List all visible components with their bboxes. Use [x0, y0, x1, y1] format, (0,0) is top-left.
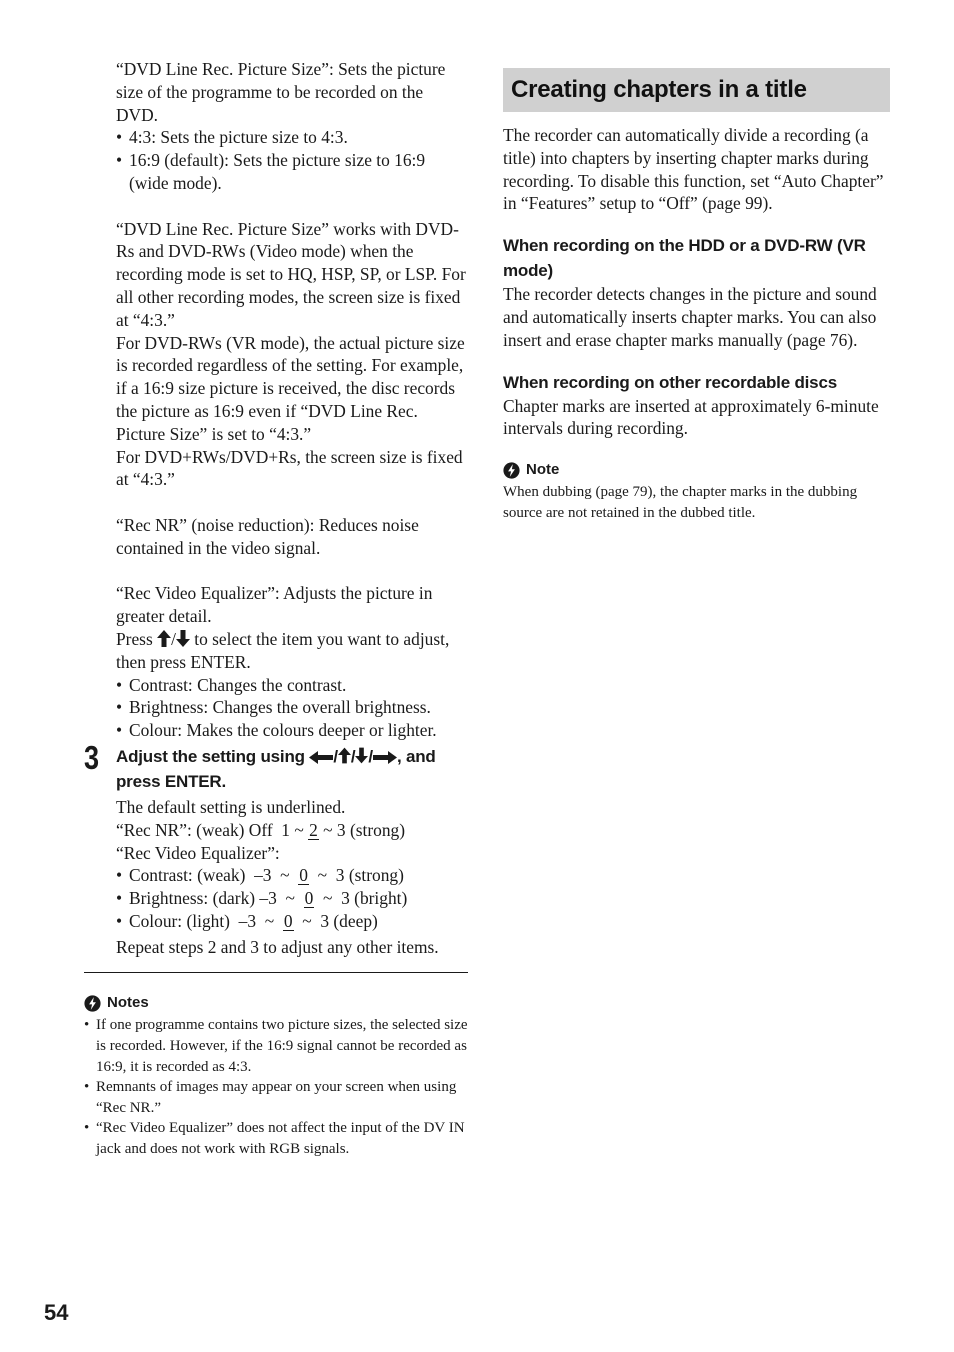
equalizer-item: • Colour: Makes the colours deeper or lighter.	[116, 719, 468, 742]
down-arrow-icon	[355, 747, 368, 764]
note-item: • Remnants of images may appear on your screen when using “Rec NR.”	[84, 1077, 468, 1118]
equalizer-item: • Brightness: Changes the overall brightness.	[116, 696, 468, 719]
right-column	[503, 68, 890, 523]
note-icon	[84, 995, 101, 1012]
step-3-heading: Adjust the setting using / / / , and press ENTER.	[116, 746, 436, 791]
note-item: • “Rec Video Equalizer” does not affect the input of the DV IN jack and does not work with RGB signals.	[84, 1118, 468, 1159]
page-number: 54	[44, 1300, 69, 1325]
hdd-body: The recorder detects changes in the picture and sound and automatically inserts chapter marks. You can also insert and erase chapter marks manually (page 76).	[503, 284, 877, 350]
up-arrow-icon	[338, 747, 351, 764]
up-arrow-icon	[157, 630, 171, 647]
picture-size-option: • 16:9 (default): Sets the picture size to 16:9 (wide mode).	[116, 149, 468, 195]
down-arrow-icon	[176, 630, 190, 647]
other-discs-body: Chapter marks are inserted at approximately 6-minute intervals during recording.	[503, 395, 879, 439]
section-divider	[84, 972, 468, 973]
default-note: The default setting is underlined.	[116, 796, 346, 817]
rec-nr-description: “Rec NR” (noise reduction): Reduces noise contained in the video signal.	[116, 514, 419, 558]
press-prefix: Press	[116, 628, 153, 649]
press-suffix: to select the item you want to adjust, then press ENTER.	[116, 628, 450, 672]
picture-size-plus-rw: For DVD+RWs/DVD+Rs, the screen size is fixed at “4:3.”	[116, 446, 463, 490]
brightness-range: • Brightness: (dark) –3 ~ 0 ~ 3 (bright)	[116, 887, 468, 910]
step-3	[84, 738, 468, 959]
other-discs-subheading: When recording on other recordable discs	[503, 372, 837, 392]
picture-size-intro: “DVD Line Rec. Picture Size”: Sets the picture size of the programme to be recorded on the DVD.	[116, 59, 446, 125]
note-heading	[503, 460, 890, 480]
equalizer-intro: “Rec Video Equalizer”: Adjusts the picture in greater detail.	[116, 583, 433, 627]
picture-size-block	[84, 58, 468, 742]
picture-size-vr-mode: For DVD-RWs (VR mode), the actual picture size is recorded regardless of the setting. For example, if a 16:9 size picture is received, the disc records the picture as 16:9 even if “DVD Line Rec. Picture Size” is set to “4:3.”	[116, 332, 465, 444]
note-body: When dubbing (page 79), the chapter marks in the dubbing source are not retained in the dubbed title.	[503, 484, 858, 521]
step-3-heading-prefix: Adjust the setting using	[116, 746, 305, 766]
notes-block	[84, 993, 468, 1159]
right-arrow-icon	[373, 751, 397, 764]
picture-size-works-with: “DVD Line Rec. Picture Size” works with DVD-Rs and DVD-RWs (Video mode) when the recording mode is set to HQ, HSP, SP, or LSP. For all other recording modes, the screen size is fixed at “4:3.”	[116, 218, 466, 330]
hdd-subheading: When recording on the HDD or a DVD-RW (VR mode)	[503, 236, 866, 281]
note-item: • If one programme contains two picture sizes, the selected size is recorded. However, if the 16:9 signal cannot be recorded as 16:9, it is recorded as 4:3.	[84, 1015, 468, 1077]
repeat-steps: Repeat steps 2 and 3 to adjust any other items.	[116, 936, 439, 957]
equalizer-label: “Rec Video Equalizer”:	[116, 842, 280, 863]
step-number: 3	[84, 738, 100, 776]
left-column	[84, 58, 468, 1160]
chapters-intro: The recorder can automatically divide a recording (a title) into chapters by inserting chapter marks during recording. To disable this function, set “Auto Chapter” in “Features” setup to “Off” (page 99).	[503, 125, 884, 214]
picture-size-option: • 4:3: Sets the picture size to 4:3.	[116, 126, 468, 149]
note-icon	[503, 462, 520, 479]
section-heading: Creating chapters in a title	[503, 68, 890, 112]
colour-range: • Colour: (light) –3 ~ 0 ~ 3 (deep)	[116, 910, 468, 933]
note-title: Note	[526, 461, 560, 479]
equalizer-press-instruction: Press / to select the item you want to adjust, then press ENTER.	[116, 628, 450, 672]
step-3-heading-suffix: , and press ENTER.	[116, 746, 436, 791]
notes-title: Notes	[107, 994, 149, 1012]
contrast-range: • Contrast: (weak) –3 ~ 0 ~ 3 (strong)	[116, 864, 468, 887]
left-arrow-icon	[309, 751, 333, 764]
equalizer-item: • Contrast: Changes the contrast.	[116, 674, 468, 697]
notes-heading	[84, 993, 468, 1013]
step-3-body	[84, 796, 468, 959]
rec-nr-range: “Rec NR”: (weak) Off 1 ~ 2 ~ 3 (strong)	[116, 819, 406, 840]
